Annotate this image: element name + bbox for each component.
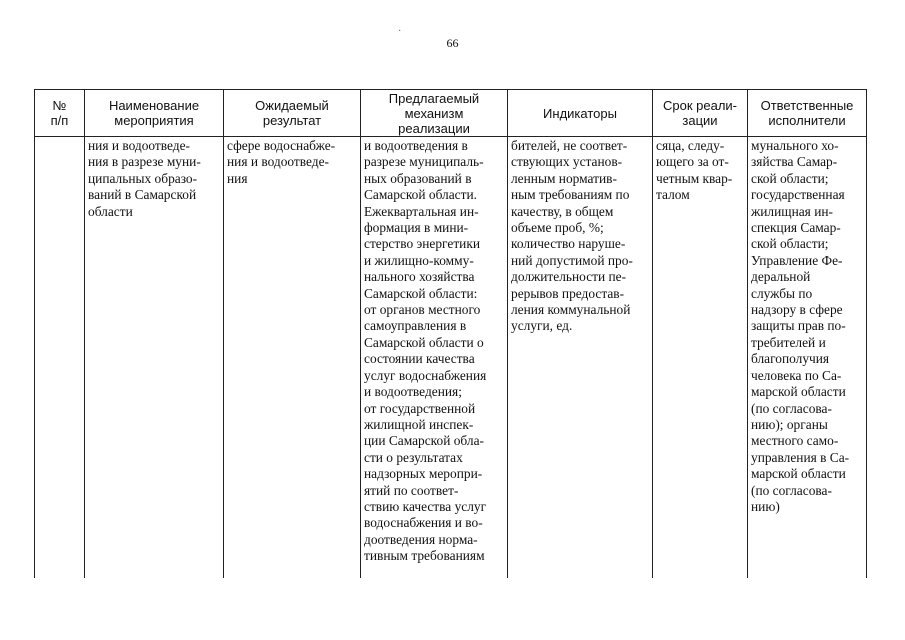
scan-speck: ·	[398, 26, 402, 37]
header-deadline: Срок реали- зации	[653, 90, 748, 137]
cell-mechanism: и водоотведения в разрезе муниципаль- ных образований в Самарской области. Ежеквартальная ин- формация в мини- стерство энергетики и жилищно-комму- нального хозяйства Самарской области: от органов местного самоуправления в Самарской области о состоянии качества услуг водоснабжения и водоотведения; от государственной жилищной инспек- ции Самарской обла- сти о результатах надзорных меропри- ятий по соответ- ствию качества услуг водоснабжения и во- доотведения норма- тивным требованиям	[361, 137, 508, 579]
cell-deadline: сяца, следу- ющего за от- четным квар- талом	[653, 137, 748, 579]
measures-table	[34, 89, 867, 578]
page-number: 66	[446, 36, 459, 50]
cell-number	[35, 137, 85, 579]
header-number: № п/п	[35, 90, 85, 137]
header-expected-result: Ожидаемый результат	[224, 90, 361, 137]
header-responsible: Ответственные исполнители	[748, 90, 867, 137]
header-indicators: Индикаторы	[508, 90, 653, 137]
cell-responsible: мунального хо- зяйства Самар- ской области; государственная жилищная ин- спекция Самар- ской области; Управление Фе- деральной службы по надзору в сфере защиты прав по- требителей и благополучия человека по Са- марской области (по согласова- нию); органы местного само- управления в Са- марской области (по согласова- нию)	[748, 137, 867, 579]
cell-expected-result: сфере водоснабже- ния и водоотведе- ния	[224, 137, 361, 579]
table-header-row	[35, 90, 867, 137]
header-mechanism: Предлагаемый механизм реализации	[361, 90, 508, 137]
header-event-name: Наименование мероприятия	[85, 90, 224, 137]
table-row	[35, 137, 867, 579]
cell-indicators: бителей, не соответ- ствующих установ- ленным норматив- ным требованиям по качеству, в общем объеме проб, %; количество наруше- ний допустимой про- должительности пе- рерывов предостав- ления коммунальной услуги, ед.	[508, 137, 653, 579]
cell-event-name: ния и водоотведе- ния в разрезе муни- ципальных образо- ваний в Самарской области	[85, 137, 224, 579]
